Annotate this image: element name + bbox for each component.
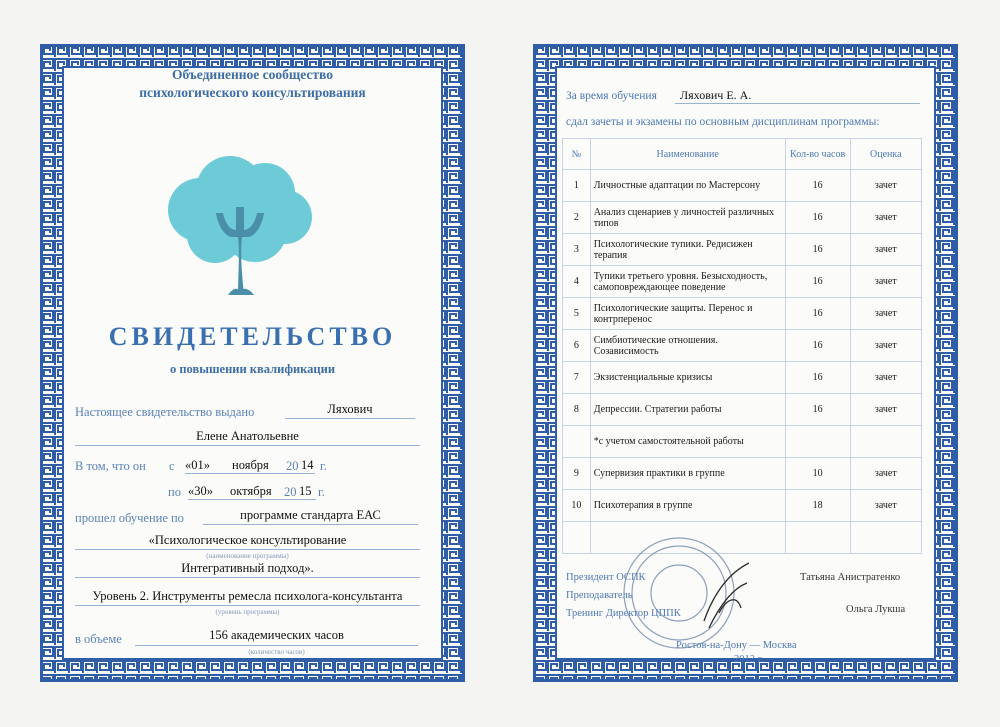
program-line-3-rule [75, 577, 420, 578]
table-row [563, 426, 922, 458]
row-number: 6 [563, 330, 591, 362]
row-hours: 10 [785, 458, 850, 490]
row-name: Симбиотические отношения. Созависимость [590, 330, 785, 362]
row-grade: зачет [850, 266, 921, 298]
col-name: Наименование [590, 139, 785, 170]
to-month: октября [230, 484, 272, 498]
table-row [563, 458, 922, 490]
row-hours: 16 [785, 234, 850, 266]
trainer-label: Тренинг Директор ЦППК [566, 608, 681, 619]
level-caption: (уровень программы) [215, 608, 280, 616]
row-name: Депрессии. Стратегии работы [590, 394, 785, 426]
table-row [563, 202, 922, 234]
row-name: Личностные адаптации по Мастерсону [590, 170, 785, 202]
program-caption: (наименование программы) [206, 552, 289, 560]
row-hours: 16 [785, 170, 850, 202]
place: Ростов-на-Дону — Москва [676, 640, 797, 651]
row-number: 7 [563, 362, 591, 394]
row-grade: зачет [850, 490, 921, 522]
row-hours: 16 [785, 202, 850, 234]
certificate-title: СВИДЕТЕЛЬСТВО [108, 322, 397, 351]
program-line-1-rule [203, 524, 418, 525]
to-date-line [188, 499, 316, 500]
program-line-2: «Психологическое консультирование [148, 533, 347, 547]
table-row [563, 362, 922, 394]
certificate-subtitle: о повышении квалификации [169, 362, 336, 376]
table-row [563, 330, 922, 362]
to-year-suffix: г. [318, 485, 325, 499]
row-grade: зачет [850, 458, 921, 490]
issued-label: Настоящее свидетельство выдано [75, 405, 255, 419]
row-number: 5 [563, 298, 591, 330]
hours-caption: (количество часов) [248, 648, 305, 656]
surname-line [285, 418, 415, 419]
row-name: Психологические тупики. Редисижен терапия [590, 234, 785, 266]
row-hours: 16 [785, 330, 850, 362]
row-grade: зачет [850, 394, 921, 426]
row-grade: зачет [850, 298, 921, 330]
student-name: Ляхович Е. А. [680, 88, 752, 102]
org-line-2: психологического консультирования [139, 85, 366, 100]
row-name: Психологические защиты. Перенос и контрперенос [590, 298, 785, 330]
row-grade: зачет [850, 330, 921, 362]
table-row [563, 170, 922, 202]
program-line-1: программе стандарта ЕАС [240, 508, 381, 522]
row-grade: зачет [850, 234, 921, 266]
passed-text: сдал зачеты и экзамены по основным дисциплинам программы: [566, 116, 880, 128]
from-day: «01» [185, 458, 210, 472]
level-line: Уровень 2. Инструменты ремесла психолога-консультанта [92, 589, 403, 603]
program-line-2-rule [75, 549, 420, 550]
col-grade: Оценка [850, 139, 921, 170]
during-label: За время обучения [566, 90, 657, 102]
president-name: Татьяна Анистратенко [800, 572, 901, 583]
row-number: 8 [563, 394, 591, 426]
row-number: 4 [563, 266, 591, 298]
from-year-suffix: г. [320, 459, 327, 473]
row-hours: 16 [785, 362, 850, 394]
from-prefix: с [169, 459, 175, 473]
table-row [563, 266, 922, 298]
row-number: 2 [563, 202, 591, 234]
row-number: 9 [563, 458, 591, 490]
row-number [563, 426, 591, 458]
to-year: 15 [299, 484, 312, 498]
level-line-rule [75, 605, 420, 606]
row-grade: зачет [850, 202, 921, 234]
from-year-prefix: 20 [286, 459, 299, 473]
table-row [563, 490, 922, 522]
org-line-1: Объединенное сообщество [171, 67, 334, 82]
table-row [563, 298, 922, 330]
surname: Ляхович [327, 402, 373, 416]
to-day: «30» [188, 484, 213, 498]
from-date-line [185, 473, 315, 474]
from-year: 14 [301, 458, 314, 472]
row-name: Анализ сценариев у личностей различных типов [590, 202, 785, 234]
president-label: Президент ОСПК [566, 572, 646, 583]
table-row [563, 394, 922, 426]
row-name: Супервизия практики в группе [590, 458, 785, 490]
col-number: № [563, 139, 591, 170]
row-number: 1 [563, 170, 591, 202]
disciplines-table [562, 138, 922, 554]
volume-label: в объеме [75, 632, 122, 646]
hours-line [135, 645, 418, 646]
col-hours: Кол-во часов [785, 139, 850, 170]
student-line [675, 103, 920, 104]
row-name: Экзистенциальные кризисы [590, 362, 785, 394]
table-header-row [563, 139, 922, 170]
row-grade: зачет [850, 362, 921, 394]
year: 2012 г. [734, 654, 764, 665]
row-grade [850, 522, 921, 554]
row-hours: 16 [785, 394, 850, 426]
teacher-name: Ольга Лукша [846, 604, 906, 615]
given-names-line [75, 445, 420, 446]
row-grade [850, 426, 921, 458]
given-names: Елене Анатольевне [196, 429, 299, 443]
row-hours: 16 [785, 266, 850, 298]
teachers-label: Преподаватель [566, 590, 633, 601]
row-hours: 18 [785, 490, 850, 522]
to-prefix: по [168, 485, 181, 499]
row-hours: 16 [785, 298, 850, 330]
row-name: *с учетом самостоятельной работы [590, 426, 785, 458]
period-label: В том, что он [75, 459, 146, 473]
row-name: Психотерапия в группе [590, 490, 785, 522]
row-number [563, 522, 591, 554]
tree-psi-logo [160, 155, 320, 305]
row-number: 3 [563, 234, 591, 266]
row-hours [785, 522, 850, 554]
trained-label: прошел обучение по [75, 511, 184, 525]
program-line-3: Интегративный подход». [181, 561, 314, 575]
organization-name [40, 66, 465, 102]
row-hours [785, 426, 850, 458]
from-month: ноября [232, 458, 269, 472]
row-name: Тупики третьего уровня. Безысходность, самоповреждающее поведение [590, 266, 785, 298]
row-grade: зачет [850, 170, 921, 202]
row-number: 10 [563, 490, 591, 522]
hours-value: 156 академических часов [209, 628, 344, 642]
table-row [563, 234, 922, 266]
to-year-prefix: 20 [284, 485, 297, 499]
